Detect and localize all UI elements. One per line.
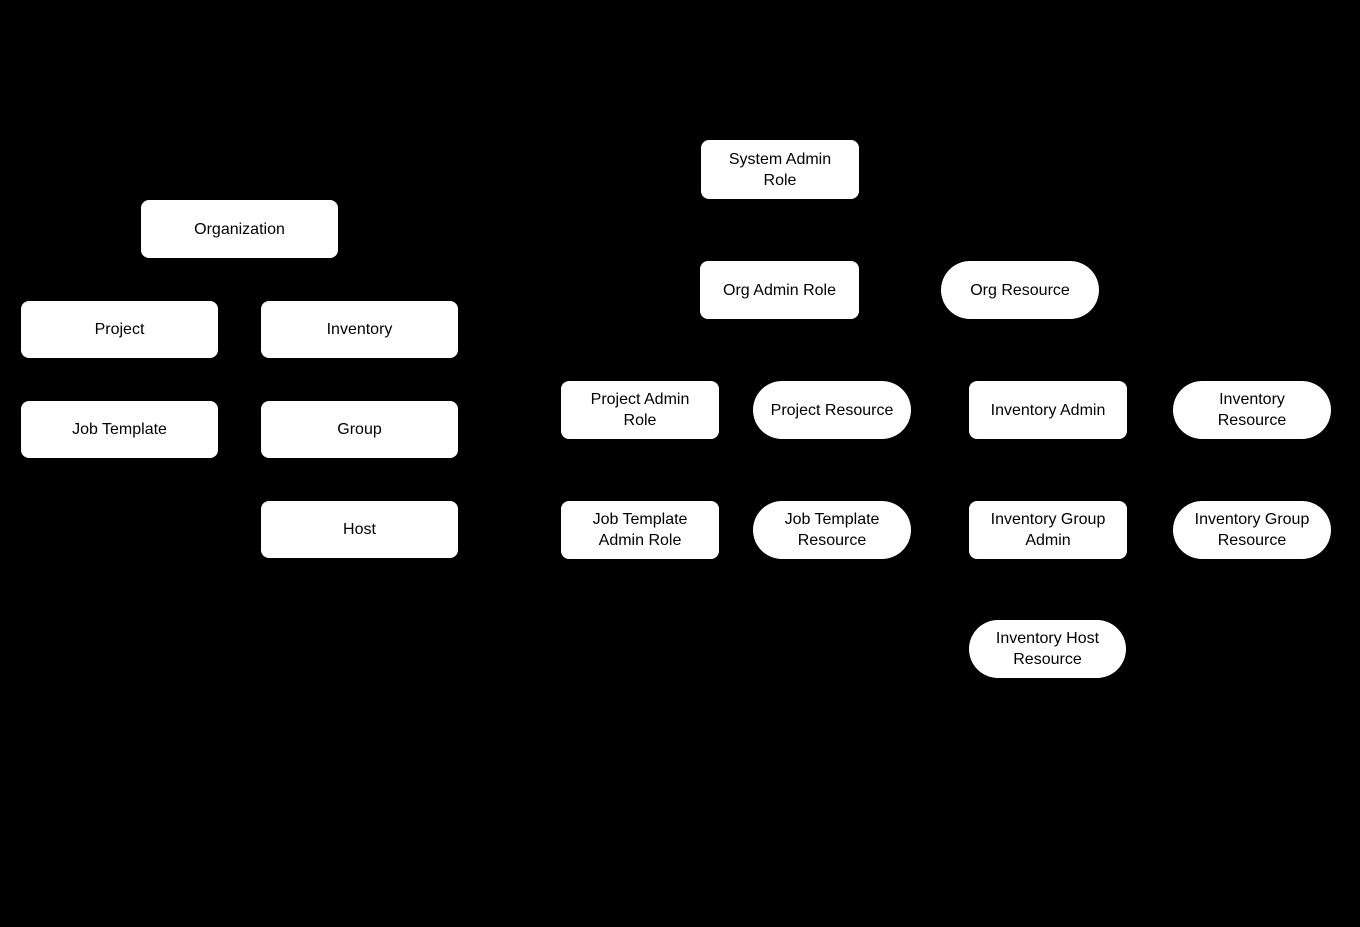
node-project xyxy=(21,301,218,358)
node-group-label: Group xyxy=(337,421,382,438)
node-system-admin-role-label: Role xyxy=(763,171,797,189)
node-project-admin-role-label: Project Admin xyxy=(590,391,690,408)
node-inventory-label: Inventory xyxy=(326,321,393,338)
node-inventory-resource-label: Inventory xyxy=(1219,391,1285,408)
node-inventory-group-resource-label: Resource xyxy=(1217,532,1287,549)
node-host-label: Host xyxy=(343,521,376,538)
node-project-admin-role-label: Role xyxy=(623,412,657,429)
node-inventory-group-resource xyxy=(1173,501,1331,559)
node-job-template-admin-role-label: Admin Role xyxy=(598,532,682,549)
node-org-admin-role xyxy=(700,261,859,319)
node-job-template-label: Job Template xyxy=(72,421,167,438)
node-job-template-resource-label: Resource xyxy=(797,532,867,549)
node-inventory-admin xyxy=(969,381,1127,439)
node-inventory-host-resource xyxy=(969,620,1126,678)
node-group xyxy=(261,401,458,458)
node-org-resource xyxy=(941,261,1099,319)
node-job-template-resource-label: Job Template xyxy=(784,511,880,528)
node-inventory-resource xyxy=(1173,381,1331,439)
node-inventory-host-resource-label: Inventory Host xyxy=(995,630,1100,647)
node-job-template-admin-role xyxy=(561,501,719,559)
node-job-template-admin-role-label: Job Template xyxy=(592,511,688,528)
node-project-resource-label: Project Resource xyxy=(770,401,894,419)
node-inventory xyxy=(261,301,458,358)
node-host xyxy=(261,501,458,558)
node-inventory-group-resource-label: Inventory Group xyxy=(1194,511,1310,528)
node-project-admin-role xyxy=(561,381,719,439)
node-project-resource xyxy=(753,381,911,439)
node-inventory-group-admin xyxy=(969,501,1127,559)
node-inventory-resource-label: Resource xyxy=(1217,412,1287,429)
node-project-label: Project xyxy=(94,321,145,338)
node-inventory-admin-label: Inventory Admin xyxy=(990,401,1106,419)
node-job-template xyxy=(21,401,218,458)
node-inventory-group-admin-label: Admin xyxy=(1025,532,1071,549)
node-inventory-group-admin-label: Inventory Group xyxy=(990,511,1106,528)
node-system-admin-role xyxy=(701,140,859,199)
node-system-admin-role-label: System Admin xyxy=(728,150,832,168)
node-organization xyxy=(141,200,338,258)
node-inventory-host-resource-label: Resource xyxy=(1013,651,1082,668)
node-org-admin-role-label: Org Admin Role xyxy=(723,281,836,299)
node-org-resource-label: Org Resource xyxy=(970,281,1070,299)
node-organization-label: Organization xyxy=(194,220,285,238)
node-job-template-resource xyxy=(753,501,911,559)
